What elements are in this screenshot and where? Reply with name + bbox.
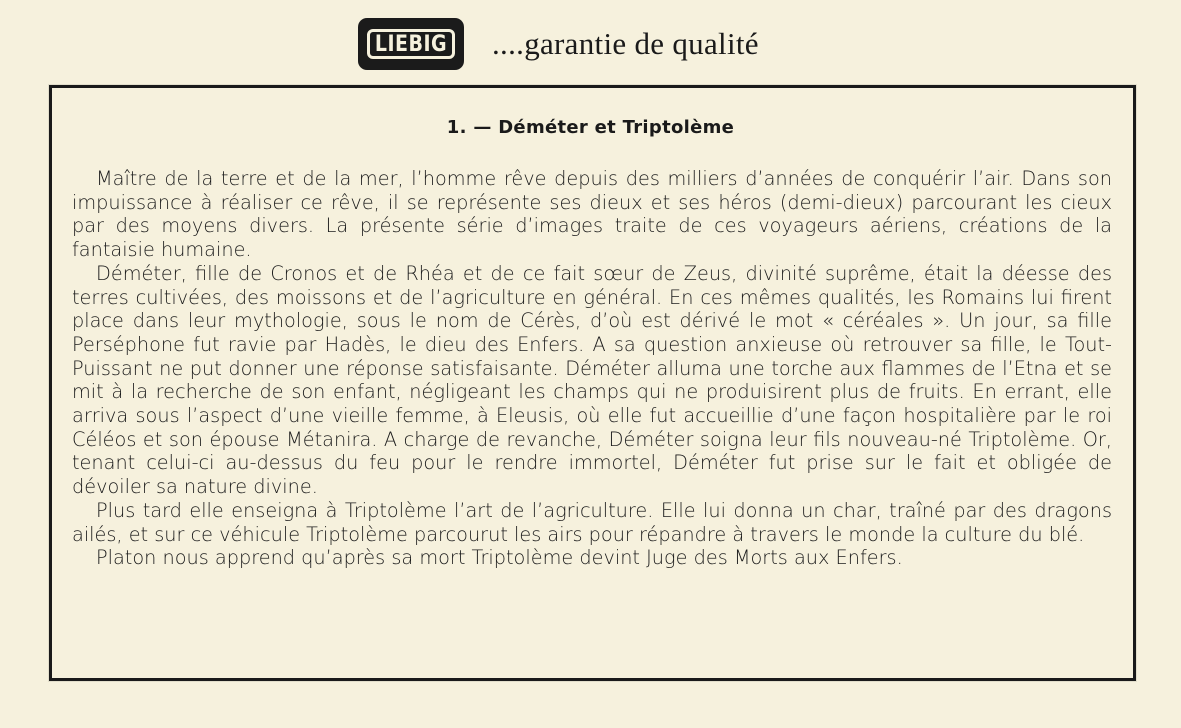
tagline: ....garantie de qualité (492, 26, 759, 61)
paragraph: Déméter, fille de Cronos et de Rhéa et de ce fait sœur de Zeus, divinité suprême, était la déesse des terres cultivées, des moissons et de l’agriculture en général. En ces mêmes qualités, les Romains lui firent place dans leur mythologie, sous le nom de Cérès, d’où est dérivé le mot « céréales ». Un jour, sa fille Perséphone fut ravie par Hadès, le dieu des Enfers. A sa question anxieuse où retrouver sa fille, le Tout-Puissant ne put donner une réponse satisfaisante. Déméter alluma une torche aux flammes de l’Etna et se mit à la recherche de son enfant, négligeant les champs qui ne produisirent plus de fruits. En errant, elle arriva sous l’aspect d’une vieille femme, à Eleusis, où elle fut accueillie d’une façon hospitalière par le roi Céléos et son épouse Métanira. A charge de revanche, Déméter soigna leur fils nouveau-né Triptolème. Or, tenant celui-ci au-dessus du feu pour le rendre immortel, Déméter fut prise sur le fait et obligée de dévoiler sa nature divine. (72, 261, 1112, 499)
liebig-logo (358, 18, 464, 70)
card-body (72, 167, 1112, 570)
card-title: 1. — Déméter et Triptolème (446, 117, 735, 138)
logo-frame (367, 29, 455, 59)
header (358, 18, 759, 70)
paragraph: Platon nous apprend qu’après sa mort Triptolème devint Juge des Morts aux Enfers. (96, 546, 903, 570)
paragraph: Maître de la terre et de la mer, l’homme rêve depuis des milliers d’années de conquérir l’air. Dans son impuissance à réaliser ce rêve, il se représente ses dieux et ses héros (demi-dieux) parcourant les cieux par des moyens divers. La présente série d’images traite de ces voyageurs aériens, créations de la fantaisie humaine. (72, 167, 1112, 262)
logo-text: LIEBIG (374, 31, 448, 57)
paragraph: Plus tard elle enseigna à Triptolème l’art de l’agriculture. Elle lui donna un char, traîné par des dragons ailés, et sur ce véhicule Triptolème parcourut les airs pour répandre à travers le monde la culture du blé. (72, 498, 1112, 546)
